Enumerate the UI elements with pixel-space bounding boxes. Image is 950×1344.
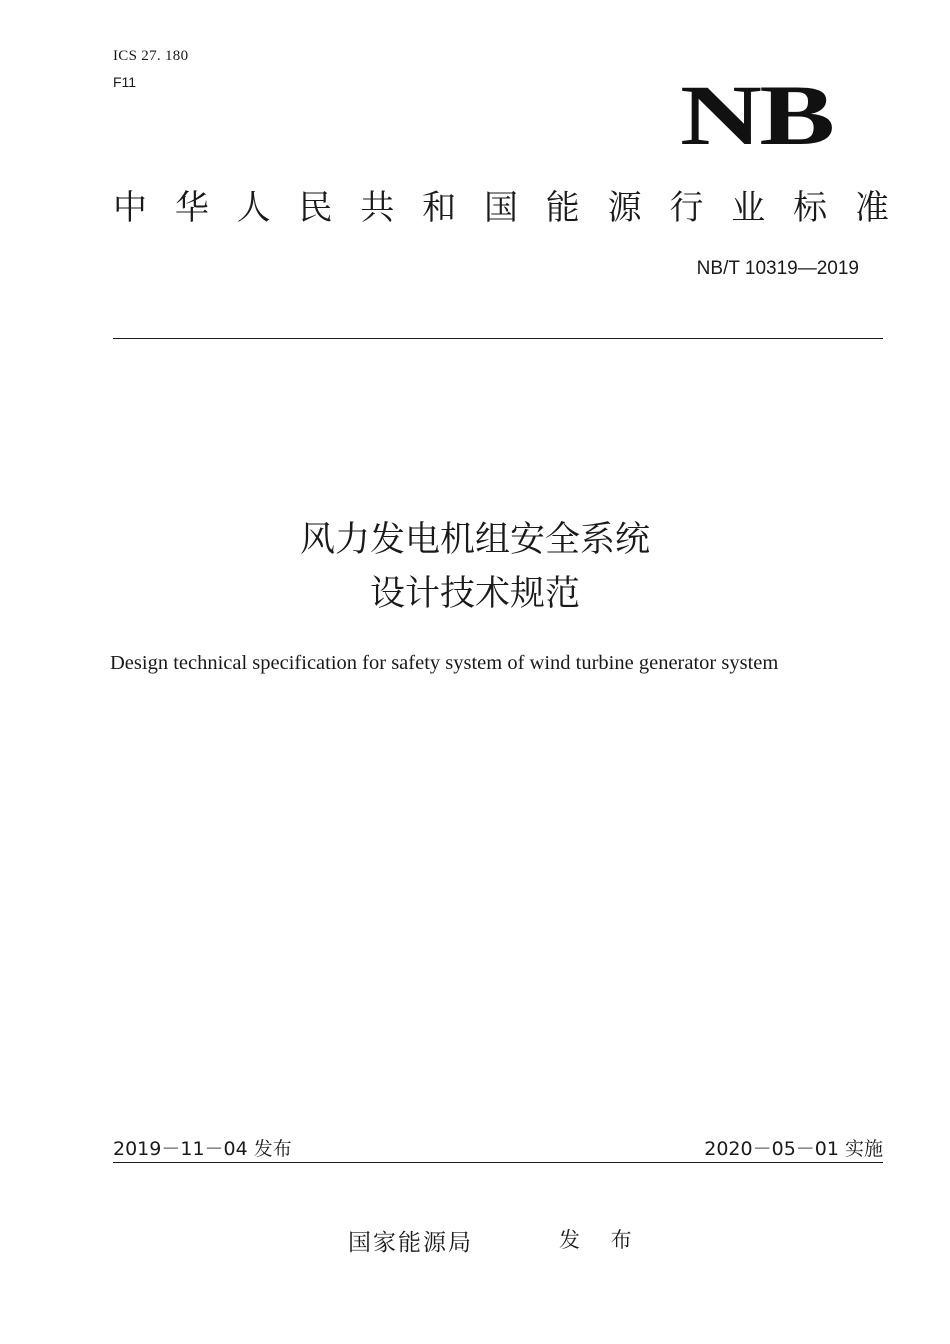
standard-category <box>113 186 889 230</box>
category-char: 国 <box>483 188 518 228</box>
category-char: 中 <box>113 188 147 228</box>
chinese-title-line2: 设计技术规范 <box>369 574 580 614</box>
category-char: 民 <box>298 188 333 228</box>
nb-logo: NB <box>679 67 832 163</box>
category-char: 标 <box>793 188 828 228</box>
issue-date: 2019－11－04 发布 <box>113 1138 292 1160</box>
ccs-code: F11 <box>113 74 137 90</box>
standard-number: NB/T 10319—2019 <box>696 258 859 279</box>
header-divider <box>113 338 883 339</box>
category-char: 准 <box>854 188 889 228</box>
category-char: 和 <box>422 188 457 228</box>
chinese-title-line1: 风力发电机组安全系统 <box>299 520 650 560</box>
category-char: 源 <box>607 188 642 228</box>
ics-code: ICS 27. 180 <box>113 48 189 64</box>
english-title: Design technical specification for safety system of wind turbine generator system <box>110 652 779 674</box>
issuing-authority: 国家能源局 <box>348 1230 473 1256</box>
category-char: 业 <box>731 188 766 228</box>
category-char: 共 <box>360 188 395 228</box>
category-char: 华 <box>174 188 209 228</box>
issue-label: 发 布 <box>559 1228 644 1252</box>
date-row <box>113 1136 883 1162</box>
implementation-date: 2020－05－01 实施 <box>704 1138 883 1160</box>
category-char: 行 <box>669 188 704 228</box>
footer-divider <box>113 1162 883 1163</box>
category-char: 人 <box>236 188 271 228</box>
category-char: 能 <box>545 188 580 228</box>
